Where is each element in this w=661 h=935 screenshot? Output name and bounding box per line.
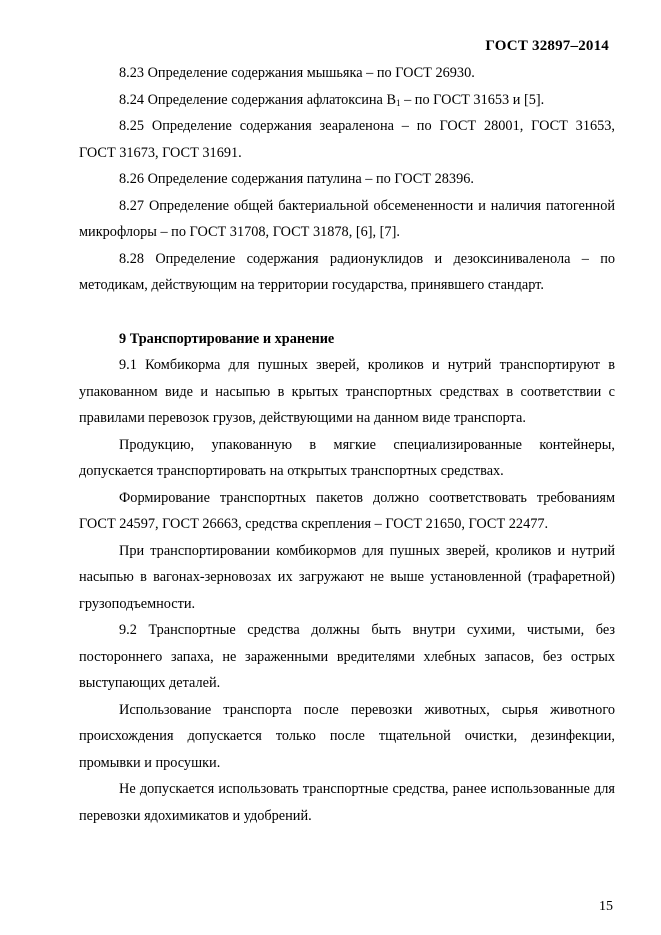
paragraph-8-28: 8.28 Определение содержания радионуклидов и дезоксиниваленола – по методикам, действующим на территории государства, принявшего стандарт. (79, 250, 615, 293)
paragraph-8-24-text: 8.24 Определение содержания афлатоксина B (119, 91, 396, 108)
paragraph-8-24 (79, 87, 615, 114)
paragraph-8-27: 8.27 Определение общей бактериальной обсемененности и наличия патогенной микрофлоры – по ГОСТ 31708, ГОСТ 31878, [6], [7]. (79, 197, 615, 240)
paragraph-8-23: 8.23 Определение содержания мышьяка – по ГОСТ 26930. (119, 65, 475, 81)
section-9-heading: 9 Транспортирование и хранение (119, 330, 335, 347)
paragraph-8-26: 8.26 Определение содержания патулина – по ГОСТ 28396. (119, 171, 474, 187)
standard-header: ГОСТ 32897–2014 (485, 38, 609, 54)
paragraph-chemicals: Не допускается использовать транспортные средства, ранее использованные для перевозки ядохимикатов и удобрений. (79, 781, 615, 824)
aflatoxin-subscript: 1 (396, 97, 401, 108)
paragraph-8-24-tail: – по ГОСТ 31653 и [5]. (400, 91, 545, 108)
document-body (79, 60, 615, 829)
paragraph-bulk-transport: При транспортировании комбикормов для пушных зверей, кроликов и нутрий насыпью в вагонах-зерновозах их загружают не выше установленной (трафаретной) грузоподъемности. (79, 542, 615, 612)
paragraph-9-1: 9.1 Комбикорма для пушных зверей, кроликов и нутрий транспортируют в упакованном виде и насыпью в крытых транспортных средствах в соответствии с правилами перевозок грузов, действующими на данном виде транспорта. (79, 357, 615, 426)
paragraph-9-2: 9.2 Транспортные средства должны быть внутри сухими, чистыми, без постороннего запаха, не зараженными вредителями хлебных запасов, без острых выступающих деталей. (79, 622, 615, 691)
paragraph-animal-transport: Использование транспорта после перевозки животных, сырья животного происхождения допускается только после тщательной очистки, дезинфекции, промывки и просушки. (79, 701, 615, 771)
page-number: 15 (599, 899, 613, 914)
paragraph-transport-packages: Формирование транспортных пакетов должно соответствовать требованиям ГОСТ 24597, ГОСТ 26663, средства скрепления – ГОСТ 21650, ГОСТ 22477. (79, 489, 615, 532)
paragraph-8-25: 8.25 Определение содержания зеараленона – по ГОСТ 28001, ГОСТ 31653, ГОСТ 31673, ГОСТ 31691. (79, 118, 615, 161)
paragraph-containers: Продукцию, упакованную в мягкие специализированные контейнеры, допускается транспортировать на открытых транспортных средствах. (79, 436, 615, 479)
